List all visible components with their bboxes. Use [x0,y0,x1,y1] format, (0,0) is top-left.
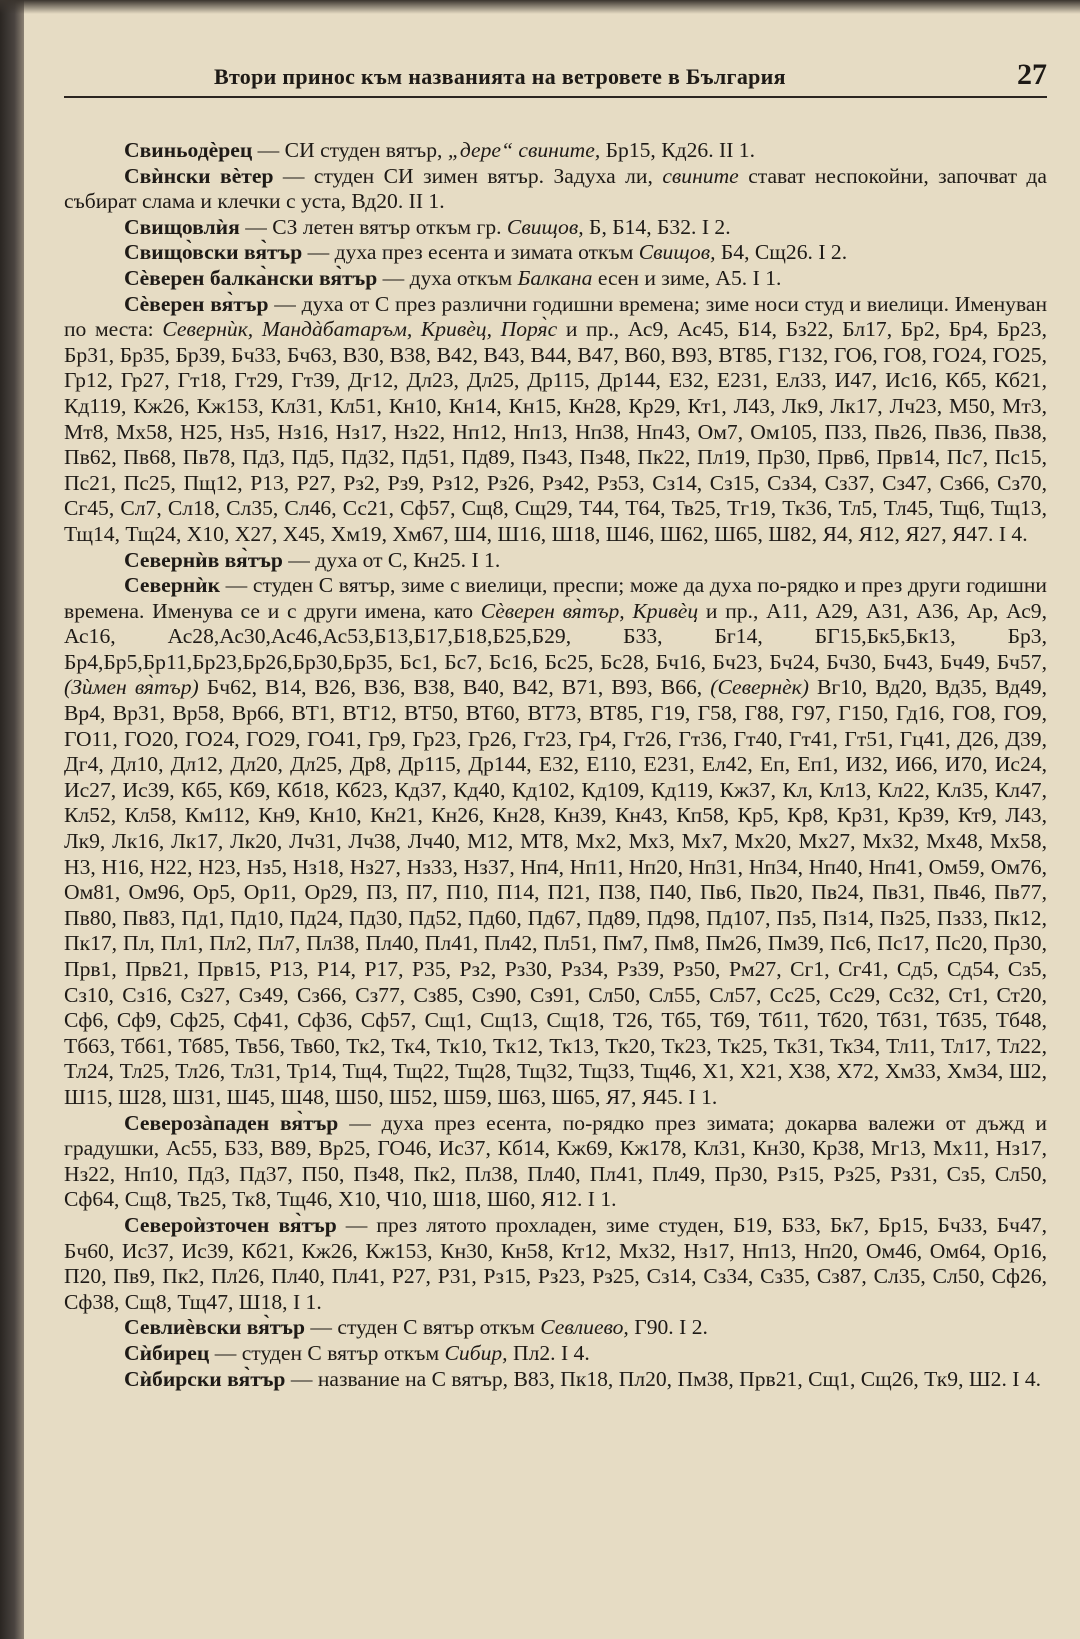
entry-headword: Севлиѐвски вя̀тър [124,1315,306,1340]
entry-headword: Сѐверен балка̀нски вя̀тър [124,265,378,290]
entry-text: стават неспокойни, започват да събират слама и клечки с уста, Вд20. II 1. [64,163,1048,214]
page-top-shadow [0,0,1080,14]
entry-text: есен и зиме, А5. I 1. [592,265,782,290]
entry-headword: Свиньодѐрец [124,138,253,162]
entry-headword: Сѐверен вя̀тър [124,291,269,316]
dictionary-entry [64,1367,1047,1393]
entry-headword: Сѝбирски вя̀тър [124,1366,286,1391]
entry-italic-term: (Зѝмен вя̀тър) [64,675,199,700]
entry-italic-term: „дере“ свините, [447,138,601,162]
entry-headword: Северозàпаден вя̀тър [124,1110,339,1135]
entry-text: Пл2. I 4. [507,1340,590,1365]
book-binding-shadow [0,0,24,1639]
dictionary-entry [64,138,1047,164]
entry-text: и пр., А11, А29, А31, А36, Ар, Ас9, Ас16, Ас28,Ас30,Ас46,Ас53,Б13,Б17,Б18,Б25,Б29, Б33, Бг14, БГ15,Бк5,Бк13, Бр3, Бр4,Бр5,Бр11,Бр23,Бр26,Бр30,Бр35, Бс1, Бс7, Бс16, Бс25, Бс28, Бч16, Бч23, Бч24, Бч30, Бч43, Бч49, Бч57, [64,598,1047,674]
entry-headword: Свищовлѝя [124,214,240,239]
entry-headword: Севернѝв вя̀тър [124,547,283,572]
entry-italic-term: Свищов, [638,240,716,265]
entry-text: — СИ студен вятър, [252,138,448,162]
dictionary-entry [64,1213,1047,1315]
dictionary-entry [64,292,1047,548]
book-page [64,58,1047,1392]
entry-text: — студен С вятър, зиме с виелици, преспи; може да духа по-рядко и през други годишни времена. Именува се и с други имена, като [64,573,1047,623]
page-number: 27 [1017,58,1047,91]
entry-text: — духа през есента и зимата откъм [302,240,639,265]
dictionary-entry [64,548,1047,574]
entry-italic-term: свините [662,163,739,188]
entry-text: — духа откъм [377,265,518,290]
entry-text: Бч62, В14, В26, В36, В38, В40, В42, В71, В93, В66, [198,675,711,700]
entry-italic-term: Свищов, [506,214,584,239]
entry-italic-term: Сибир, [444,1340,508,1365]
entry-italic-term: Балкана [517,265,593,290]
entry-text: Г90. I 2. [628,1315,708,1340]
entry-headword: Свищо̀вски вя̀тър [124,240,303,265]
dictionary-entry [64,164,1047,215]
entry-headword: Свѝнски вѐтер [124,163,274,188]
entry-text: Бр15, Кд26. II 1. [600,138,755,162]
entry-italic-term: (Севернèк) [710,675,809,700]
entry-text: — студен С вятър откъм [305,1315,541,1340]
entry-text: Б, Б14, Б32. I 2. [583,214,731,239]
entry-text: — СЗ летен вятър откъм гр. [239,214,507,239]
dictionary-entry [64,1315,1047,1341]
entry-italic-term: Севернѝк, Мандàбатаръм, Кривèц, Поря̀с [162,317,558,342]
dictionary-entry [64,215,1047,241]
entry-italic-term: Сѐверен вя̀тър, Кривѐц [480,598,699,623]
running-header [64,58,1047,98]
entry-text: — студен СИ зимен вятър. Задуха ли, [273,163,663,188]
entry-italic-term: Севлиево, [540,1315,629,1340]
dictionary-entry [64,1341,1047,1367]
entry-text: Вг10, Вд20, Вд35, Вд49, Вр4, Вр31, Вр58, Вр66, ВТ1, ВТ12, ВТ50, ВТ60, ВТ73, ВТ85, Г19, Г58, Г88, Г97, Г150, Гд16, ГО8, ГО9, ГО11, ГО20, ГО24, ГО29, ГО41, Гр9, Гр23, Гр26, Гт23, Гр4, Гт26, Гт36, Гт40, Гт41, Гт51, Гц41, Д26, Д39, Дг4, Дл10, Дл12, Дл20, Дл25, Др8, Др115, Др144, Е32, Е110, Е231, Ел42, Еп, Еп1, И32, И66, И70, Ис24, Ис27, Ис39, Кб5, Кб9, Кб18, Кб23, Кд37, Кд40, Кд102, Кд109, Кд119, Кж37, Кл, Кл13, Кл22, Кл35, Кл47, Кл52, Кл58, Км112, Кн9, Кн10, Кн21, Кн26, Кн28, Кн39, Кн43, Кп58, Кр5, Кр8, Кр31, Кр39, Кт9, Л43, Лк9, Лк16, Лк17, Лк20, Лч31, Лч38, Лч40, М12, МТ8, Мх2, Мх3, Мх7, Мх20, Мх27, Мх32, Мх48, Мх58, Н3, Н16, Н22, Н23, Нз5, Нз18, Нз27, Нз33, Нз37, Нп4, Нп11, Нп20, Нп31, Нп34, Нп40, Нп41, Ом59, Ом76, Ом81, Ом96, Ор5, Ор11, Ор29, П3, П7, П10, П14, П21, П38, П40, Пв6, Пв20, Пв24, Пв31, Пв46, Пв77, Пв80, Пв83, Пд1, Пд10, Пд24, Пд30, Пд52, Пд60, Пд67, Пд89, Пд98, Пд107, Пз5, Пз14, Пз25, Пз33, Пк12, Пк17, Пл, Пл1, Пл2, Пл7, Пл38, Пл40, Пл41, Пл42, Пл51, Пм7, Пм8, Пм26, Пм39, Пс6, Пс17, Пс20, Пр30, Прв1, Прв21, Прв15, Р13, Р14, Р17, Р35, Рз2, Рз30, Рз34, Рз39, Рз50, Рм27, Сг1, Сг41, Сд5, Сд54, Сз5, Сз10, Сз16, Сз27, Сз49, Сз66, Сз77, Сз85, Сз90, Сз91, Сл50, Сл55, Сл57, Сс25, Сс29, Сс32, Ст1, Ст20, Сф6, Сф9, Сф25, Сф41, Сф36, Сф57, Сщ1, Сщ13, Сщ18, Т26, Тб5, Тб9, Тб11, Тб20, Тб31, Тб35, Тб48, Тб63, Тб61, Тб85, Тв56, Тв60, Тк2, Тк4, Тк10, Тк12, Тк13, Тк20, Тк23, Тк25, Тк31, Тк34, Тл11, Тл17, Тл22, Тл24, Тл25, Тл26, Тл31, Тр14, Тщ4, Тщ22, Тщ28, Тщ32, Тщ33, Тщ46, Х1, Х21, Х38, Х72, Хм33, Хм34, Ш2, Ш15, Ш28, Ш31, Ш45, Ш48, Ш50, Ш52, Ш59, Ш63, Ш65, Я7, Я45. I 1. [64,675,1047,1109]
entry-text: — духа от С през различни годишни времена; зиме носи студ и виелици. Именуван по места: [64,291,1047,342]
entry-text: — духа през есента, по-рядко през зимата; докарва валежи от дъжд и градушки, Ас55, Б33, В89, Вр25, ГО46, Ис37, Кб14, Кж69, Кж178, Кл31, Кн30, Кр38, Мг13, Мх11, Нз17, Нз22, Нп10, Пд3, Пд37, П50, Пз48, Пк2, Пл38, Пл40, Пл41, Пл49, Пр30, Рз15, Рз25, Рз31, Сз5, Сл50, Сф64, Сщ8, Тв25, Тк8, Тщ46, Х10, Ч10, Ш18, Ш60, Я12. I 1. [64,1110,1047,1212]
dictionary-entry [64,240,1047,266]
dictionary-entry [64,1111,1047,1213]
entry-text: — студен С вятър откъм [209,1340,445,1365]
running-title: Втори принос към названията на ветровете в България [214,64,786,89]
entry-text: и пр., Ас9, Ас45, Б14, Бз22, Бл17, Бр2, Бр4, Бр23, Бр31, Бр35, Бр39, Бч33, Бч63, В30, В38, В42, В43, В44, В47, В60, В93, ВТ85, Г132, ГО6, ГО8, ГО24, ГО25, Гр12, Гр27, Гт18, Гт29, Гт39, Дг12, Дл23, Дл25, Др115, Др144, Е32, Е231, Ел33, И47, Ис16, Кб5, Кб21, Кд119, Кж26, Кж153, Кл31, Кл51, Кн10, Кн14, Кн15, Кн28, Кр29, Кт1, Л43, Лк9, Лк17, Лч23, М50, Мт3, Мт8, Мх58, Н25, Нз5, Нз16, Нз17, Нз22, Нп12, Нп13, Нп38, Нп43, Ом7, Ом105, П33, Пв26, Пв36, Пв38, Пв62, Пв68, Пв78, Пд3, Пд5, Пд32, Пд51, Пд89, Пз43, Пз48, Пк22, Пл19, Пр30, Прв6, Прв14, Пс7, Пс15, Пс21, Пс25, Пщ12, Р13, Р27, Рз2, Рз9, Рз12, Рз26, Рз42, Рз53, Сз14, Сз15, Сз34, Сз37, Сз47, Сз66, Сз70, Сг45, Сл7, Сл18, Сл35, Сл46, Сс21, Сф57, Сщ8, Сщ29, Т44, Т64, Тв25, Тг19, Тк36, Тл5, Тл45, Тщ6, Тщ13, Тщ14, Тщ24, Х10, Х27, Х45, Хм19, Хм67, Ш4, Ш16, Ш18, Ш46, Ш62, Ш65, Ш82, Я4, Я12, Я27, Я47. I 4. [64,317,1048,546]
dictionary-entry [64,573,1047,1110]
entry-headword: Сѝбирец [124,1340,210,1365]
entry-headword: Севернѝк [124,573,221,598]
entry-text: — през лятото прохладен, зиме студен, Б19, Б33, Бк7, Бр15, Бч33, Бч47, Бч60, Ис37, Ис39, Кб21, Кж26, Кж153, Кн30, Кн58, Кт12, Мх32, Нз17, Нп13, Нп20, Ом46, Ом64, Ор16, П20, Пв9, Пк2, Пл26, Пл40, Пл41, Р27, Р31, Рз15, Рз23, Рз25, Сз14, Сз34, Сз35, Сз87, Сл35, Сл50, Сф26, Сф38, Сщ8, Тщ47, Ш18, I 1. [64,1212,1047,1314]
dictionary-entries [64,138,1047,1392]
entry-headword: Североѝзточен вя̀тър [124,1212,337,1237]
entry-text: Б4, Сщ26. I 2. [715,240,848,265]
dictionary-entry [64,266,1047,292]
entry-text: — название на С вятър, В83, Пк18, Пл20, Пм38, Прв21, Сщ1, Сщ26, Тк9, Ш2. I 4. [285,1366,1042,1391]
entry-text: — духа от С, Кн25. I 1. [282,547,501,572]
